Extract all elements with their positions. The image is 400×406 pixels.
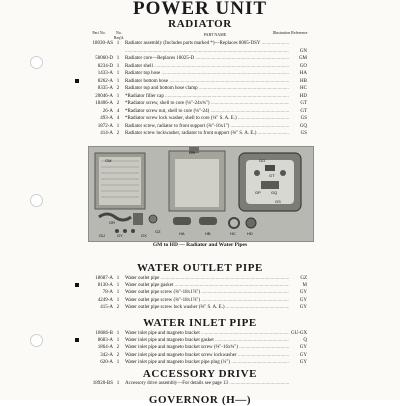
part-number: 415-A bbox=[100, 304, 113, 310]
part-description: Radiator bottom hose ..... bbox=[125, 78, 289, 85]
quantity: 2 bbox=[116, 352, 120, 358]
illustration-reference: GQ bbox=[291, 123, 307, 130]
parts-row bbox=[85, 352, 307, 359]
part-description: Radiator screw lockwasher, radiator to front support (⅜" S. A. E.) ..... bbox=[125, 130, 289, 137]
part-number: 1872-A bbox=[97, 123, 113, 129]
quantity: 1 bbox=[116, 290, 120, 296]
part-number: 414-A bbox=[100, 131, 113, 136]
section-heading-water-outlet: WATER OUTLET PIPE bbox=[137, 262, 263, 274]
figure-label: GT bbox=[269, 173, 275, 178]
illustration-reference: GM bbox=[291, 55, 307, 62]
part-number: 8262-A bbox=[97, 78, 113, 84]
illustration-reference: GU-GX bbox=[291, 331, 308, 336]
figure-label: GZ bbox=[155, 229, 161, 234]
illustration-reference: GY bbox=[291, 344, 307, 351]
quantity: 2 bbox=[116, 131, 120, 136]
figure-label: HB bbox=[205, 231, 211, 236]
illustration-reference: GN bbox=[291, 48, 307, 55]
quantity: 2 bbox=[116, 345, 120, 351]
part-description: *Radiator filler cap ..... bbox=[125, 93, 289, 100]
part-description: *Radiator screw, shell to core (⅛"-24x¾") ..... bbox=[125, 100, 289, 107]
quantity: 1 bbox=[116, 338, 120, 344]
illustration-reference: GY bbox=[291, 352, 307, 359]
part-description: *Radiator screw nut, shell to core (⅛"-24) ..... bbox=[125, 108, 289, 115]
illustration-reference: HA bbox=[291, 70, 307, 77]
part-number: 50060-D bbox=[95, 56, 113, 61]
figure-label: GX bbox=[141, 233, 147, 238]
parts-row bbox=[85, 100, 307, 107]
column-header-part-name: PART NAME bbox=[203, 32, 227, 37]
quantity: 1 bbox=[116, 56, 120, 61]
parts-row bbox=[85, 108, 307, 115]
parts-row bbox=[85, 85, 307, 92]
part-description: Water inlet pipe and magneto bracket screw lockwasher ..... bbox=[125, 352, 289, 359]
illustration-reference: GO bbox=[291, 63, 307, 70]
figure-label: GM bbox=[105, 158, 112, 163]
parts-row bbox=[85, 275, 307, 282]
parts-row bbox=[85, 78, 307, 85]
part-description: Accessory drive assembly—For details see page 13 ..... bbox=[125, 380, 289, 387]
section-heading-radiator: RADIATOR bbox=[168, 18, 232, 30]
part-description: Radiator screw, radiator to front support (⅜"-16x1") ..... bbox=[125, 123, 289, 130]
illustration-reference: GY bbox=[291, 289, 307, 296]
part-description: Water outlet pipe screw (⅜"-18x1⅞") ..... bbox=[125, 289, 289, 296]
part-number: 18686-B bbox=[95, 331, 113, 336]
part-number: 78-A bbox=[102, 290, 113, 296]
parts-row bbox=[85, 359, 307, 366]
part-number: 1864-A bbox=[97, 345, 113, 351]
part-description: Radiator top hose ..... bbox=[125, 70, 289, 77]
illustration-reference: GY bbox=[291, 359, 307, 366]
part-number: 8335-A bbox=[97, 86, 113, 91]
part-number: 18687-A bbox=[95, 276, 113, 281]
illustration-reference: GS bbox=[291, 115, 307, 122]
parts-row bbox=[85, 63, 307, 70]
parts-row bbox=[85, 282, 307, 289]
parts-row bbox=[85, 123, 307, 130]
part-number: 8234-D bbox=[97, 63, 113, 69]
part-description: *Radiator screw lock washer, shell to core (⅛" S. A. E.) ..... bbox=[125, 115, 289, 122]
parts-row bbox=[85, 40, 307, 47]
part-number: 8130-A bbox=[97, 283, 113, 289]
figure-label: GP bbox=[255, 190, 261, 195]
illustration-reference: HD bbox=[291, 93, 307, 100]
part-description: Water inlet pipe and magneto bracket ..... bbox=[125, 330, 289, 337]
part-number: 342-A bbox=[100, 352, 113, 358]
radiator-illustration bbox=[89, 147, 313, 241]
figure-label: HC bbox=[230, 231, 236, 236]
parts-row bbox=[85, 48, 307, 55]
section-heading-water-inlet: WATER INLET PIPE bbox=[143, 317, 257, 329]
part-description: Water inlet pipe and magneto bracket screw (⅜"-16x¾") ..... bbox=[125, 344, 289, 351]
radiator-photo bbox=[88, 146, 314, 242]
quantity: 4 bbox=[116, 108, 120, 114]
figure-label: GU bbox=[99, 233, 105, 238]
parts-row bbox=[85, 289, 307, 296]
illustration-reference: GS bbox=[291, 130, 307, 137]
quantity: 2 bbox=[116, 304, 120, 310]
column-header-part-no: Part No. bbox=[92, 30, 106, 35]
parts-row bbox=[85, 304, 307, 311]
part-description: Water outlet pipe screw (⅜"-18x1⅞") ..... bbox=[125, 297, 289, 304]
parts-row bbox=[85, 115, 307, 122]
binder-hole-middle bbox=[30, 194, 43, 207]
parts-row bbox=[85, 344, 307, 351]
part-number: 18406-A bbox=[95, 101, 113, 106]
quantity: 4 bbox=[116, 116, 120, 121]
part-description: Water outlet pipe screw lock washer (⅜" S. A. E.) ..... bbox=[125, 304, 289, 311]
quantity: 1 bbox=[116, 71, 120, 76]
figure-label: GR bbox=[109, 220, 115, 225]
part-description: Radiator shell ..... bbox=[125, 63, 289, 70]
quantity: 1 bbox=[116, 41, 120, 46]
illustration-reference: HB bbox=[291, 78, 307, 85]
illustration-reference: GT bbox=[291, 100, 307, 107]
column-header-illustration-ref: Illustration Reference bbox=[272, 30, 308, 35]
part-number: 8683-A bbox=[97, 338, 113, 344]
part-description: Water outlet pipe ..... bbox=[125, 275, 289, 282]
illustration-reference: GZ bbox=[291, 275, 307, 282]
illustration-reference: GT bbox=[291, 108, 307, 115]
parts-row bbox=[85, 297, 307, 304]
part-number: 493-A bbox=[100, 116, 113, 121]
parts-row bbox=[85, 70, 307, 77]
page-title: POWER UNIT bbox=[132, 0, 268, 19]
black-square-marker bbox=[75, 79, 79, 83]
figure-caption: GM to HD — Radiator and Water Pipes bbox=[152, 242, 248, 248]
part-description bbox=[125, 48, 289, 55]
illustration-reference: GY bbox=[291, 297, 307, 304]
figure-label: HD bbox=[247, 231, 253, 236]
binder-hole-top bbox=[30, 56, 43, 69]
quantity: 1 bbox=[116, 63, 120, 69]
part-description: Water outlet pipe gasket ..... bbox=[125, 282, 289, 289]
quantity: 1 bbox=[116, 297, 120, 303]
illustration-reference: GY bbox=[291, 304, 307, 311]
quantity: 1 bbox=[116, 359, 120, 365]
illustration-reference: Q bbox=[291, 337, 307, 344]
parts-row bbox=[85, 130, 307, 137]
column-header-qty: No. Req'd. bbox=[113, 30, 125, 40]
parts-row bbox=[85, 330, 307, 337]
part-number: 620-A bbox=[100, 359, 113, 365]
black-square-marker bbox=[75, 338, 79, 342]
part-description: Radiator assembly (Includes parts marked *)—Replaces 8005-DSY ..... bbox=[125, 40, 289, 47]
figure-label: GQ bbox=[271, 190, 278, 195]
quantity: 1 bbox=[116, 381, 120, 386]
black-square-marker bbox=[75, 283, 79, 287]
illustration-reference: M bbox=[291, 282, 307, 289]
part-number: 18030-AS bbox=[92, 41, 113, 46]
parts-row bbox=[85, 380, 307, 387]
figure-label: GS bbox=[275, 199, 281, 204]
section-heading-accessory-drive: ACCESSORY DRIVE bbox=[142, 368, 258, 380]
section-heading-governor: GOVERNOR (H—) bbox=[148, 394, 252, 406]
figure-label: GN bbox=[189, 150, 195, 155]
binder-hole-bottom bbox=[30, 334, 43, 347]
part-description: Water inlet pipe and magneto bracket pipe plug (¼") ..... bbox=[125, 359, 289, 366]
part-description: Radiator top and bottom hose clamp ..... bbox=[125, 85, 289, 92]
quantity: 1 bbox=[116, 93, 120, 99]
quantity: 1 bbox=[116, 276, 120, 281]
figure-label: GY bbox=[117, 233, 123, 238]
quantity: 2 bbox=[116, 101, 120, 106]
part-number: 18920-BS bbox=[92, 381, 113, 386]
parts-row bbox=[85, 93, 307, 100]
part-number: 1433-A bbox=[97, 71, 113, 76]
quantity: 2 bbox=[116, 86, 120, 91]
figure-label: HA bbox=[179, 231, 185, 236]
quantity: 1 bbox=[116, 331, 120, 336]
figure-label: GO bbox=[259, 158, 266, 163]
part-number: 4249-A bbox=[97, 297, 113, 303]
illustration-reference: HC bbox=[291, 85, 307, 92]
parts-row bbox=[85, 55, 307, 62]
part-description: Radiator core—Replaces 18025-D ..... bbox=[125, 55, 289, 62]
quantity: 1 bbox=[116, 78, 120, 84]
quantity: 1 bbox=[116, 283, 120, 289]
part-description: Water inlet pipe and magneto bracket gasket ..... bbox=[125, 337, 289, 344]
part-number: 26-A bbox=[102, 108, 113, 114]
parts-row bbox=[85, 337, 307, 344]
part-number: 20046-A bbox=[95, 93, 113, 99]
quantity: 1 bbox=[116, 123, 120, 129]
